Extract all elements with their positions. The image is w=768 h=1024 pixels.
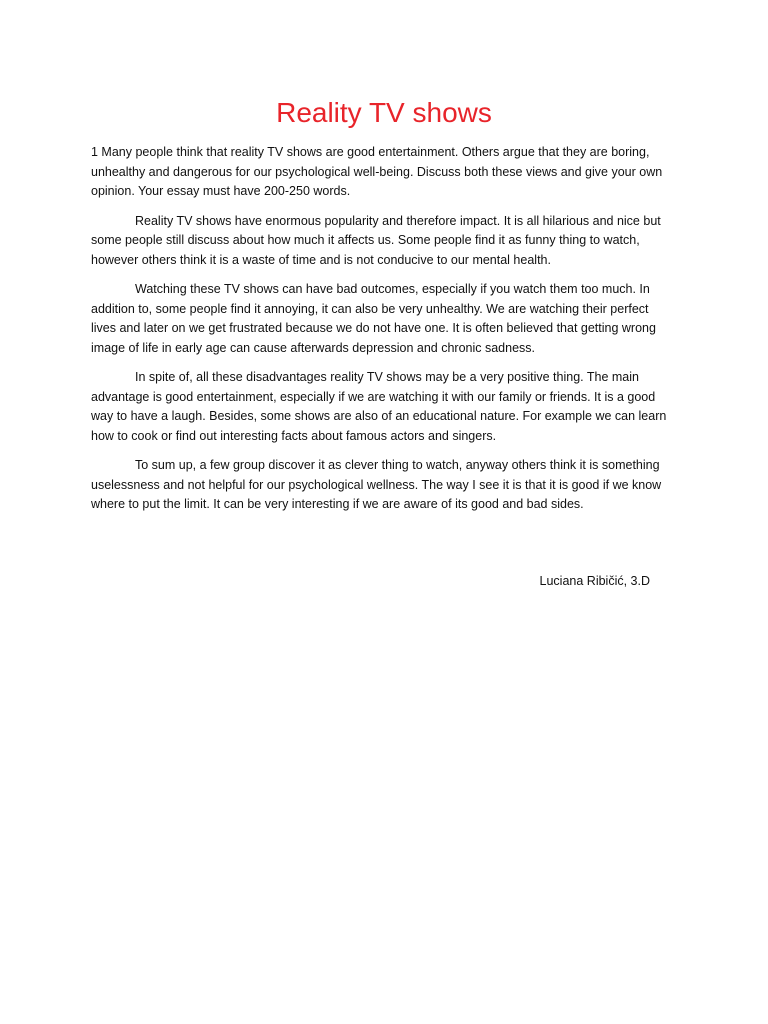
essay-paragraph-2: Watching these TV shows can have bad outcomes, especially if you watch them too much. In addition to, some people find it annoying, it can also be very unhealthy. We are watching their perfect lives and later on we get frustrated because we do not have one. It is often believed that getting wrong image of life in early age can cause afterwards depression and chronic sadness. bbox=[91, 282, 656, 355]
page-title: Reality TV shows bbox=[276, 97, 492, 128]
essay-paragraph-3: In spite of, all these disadvantages reality TV shows may be a very positive thing. The main advantage is good entertainment, especially if we are watching it with our family or friends. It is a good way to have a laugh. Besides, some shows are also of an educational nature. For example we can learn how to cook or find out interesting facts about famous actors and singers. bbox=[91, 370, 667, 443]
essay-paragraph-4: To sum up, a few group discover it as clever thing to watch, anyway others think it is something uselessness and not helpful for our psychological wellness. The way I see it is that it is good if we know where to put the limit. It can be very interesting if we are aware of its good and bad sides. bbox=[91, 458, 662, 511]
essay-body bbox=[91, 143, 673, 525]
essay-prompt: 1 Many people think that reality TV shows are good entertainment. Others argue that they are boring, unhealthy and dangerous for our psychological well-being. Discuss both these views and give your own opinion. Your essay must have 200-250 words. bbox=[91, 145, 663, 198]
essay-paragraph-1: Reality TV shows have enormous popularity and therefore impact. It is all hilarious and nice but some people still discuss about how much it affects us. Some people find it as funny thing to watch, however others think it is a waste of time and is not conducive to our mental health. bbox=[91, 213, 661, 267]
author-signature: Luciana Ribičić, 3.D bbox=[539, 574, 650, 588]
